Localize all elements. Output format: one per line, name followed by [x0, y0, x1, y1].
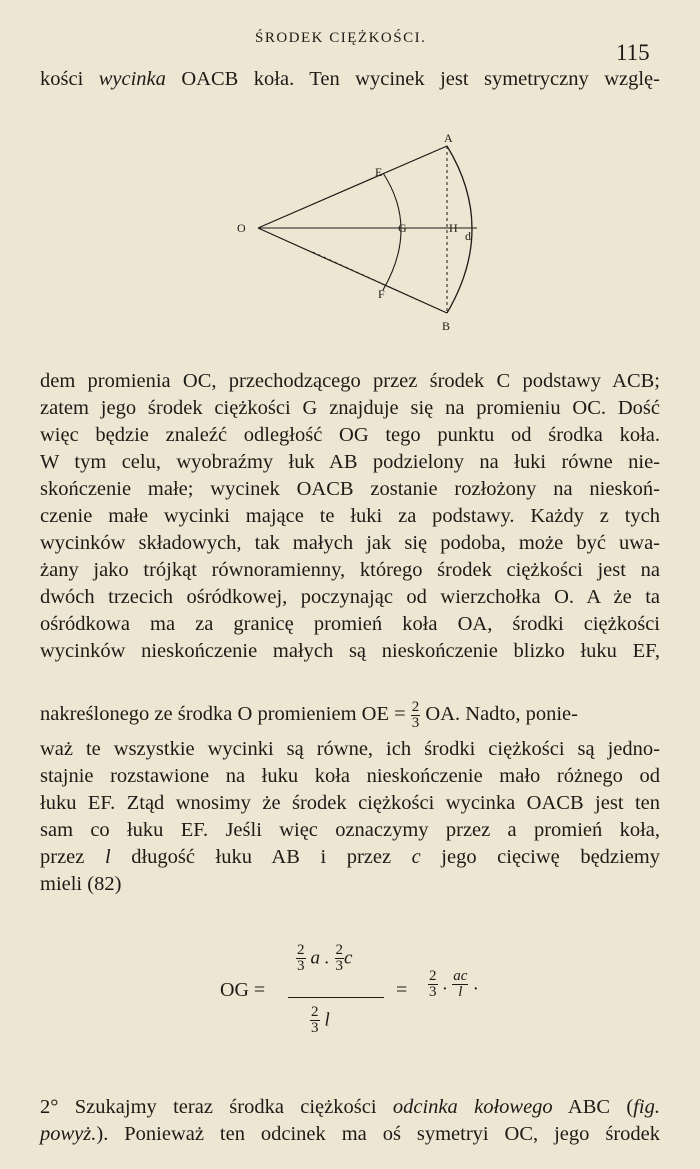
fraction-two-thirds: $\frac{2}{3}$ — [411, 699, 420, 731]
text-line-3: zatem jego środek ciężkości G znajduje się na promieniu OC. Dość — [40, 397, 660, 419]
label-E: E — [375, 165, 383, 179]
label-B: B — [442, 319, 451, 333]
text-line-7: czenie małe wycinki mające te łuki za podstawy. Każdy z tych — [40, 505, 660, 527]
radius-OB — [258, 228, 447, 313]
running-header: ŚRODEK CIĘŻKOŚCI. — [255, 30, 427, 46]
page-number: 115 — [616, 40, 650, 65]
text-line-11: ośródkowa ma za granicę promień koła OA, środki ciężkości — [40, 613, 660, 635]
text-line-17: sam co łuku EF. Jeśli więc oznaczymy przez a promień koła, — [40, 819, 660, 841]
text-line-21: powyż.). Ponieważ ten odcinek ma oś symetryi OC, jego środek — [40, 1123, 660, 1145]
text-line-15: stajnie rozstawione na łuku koła nieskończenie mało różnego od — [40, 765, 660, 787]
text-line-19: mieli (82) — [40, 873, 122, 895]
text-line-4: więc będzie znaleźć odległość OG tego punktu od środka koła. — [40, 424, 660, 446]
text-line-6: skończenie małe; wycinek OACB zostanie rozłożony na nieskoń- — [40, 478, 660, 500]
label-F: F — [378, 287, 385, 301]
label-d: d — [465, 229, 471, 243]
text-line-12: wycinków nieskończenie małych są nieskończenie blizko łuku EF, — [40, 640, 660, 662]
text-line-1: kości wycinka OACB koła. Ten wycinek jest symetryczny wzglę- — [40, 68, 660, 90]
label-A: A — [444, 131, 453, 145]
text-line-10: dwóch trzecich ośródkowej, poczynając od wierzchołka O. A że ta — [40, 586, 660, 608]
text-line-8: wycinków składowych, tak małych jak się podoba, może być uwa- — [40, 532, 660, 554]
text-line-16: łuku EF. Ztąd wnosimy że środek ciężkości wycinka OACB jest ten — [40, 792, 660, 814]
text-line-20: 2° Szukajmy teraz środka ciężkości odcinka kołowego ABC (fig. — [40, 1096, 660, 1118]
sector-figure — [225, 128, 505, 338]
centroid-formula: OG = $\frac{2}{3}$ a . $\frac{2}{3}$ c $\frac{2}{3}$ l = $\frac{2}{3}$ . $\frac{ac}{l}$ . — [220, 942, 479, 1036]
text-line-13: nakreślonego ze środka O promieniem OE = $\frac{2}{3}$ OA. Nadto, ponie- — [40, 699, 578, 731]
text-line-14: waż te wszystkie wycinki są równe, ich środki ciężkości są jedno- — [40, 738, 660, 760]
text-line-9: żany jako trójkąt równoramienny, którego środek ciężkości jest na — [40, 559, 660, 581]
label-G: G — [398, 221, 407, 235]
text-line-2: dem promienia OC, przechodzącego przez środek C podstawy ACB; — [40, 370, 660, 392]
label-H: H — [449, 221, 458, 235]
text-line-5: W tym celu, wyobraźmy łuk AB podzielony na łuki równe nie- — [40, 451, 660, 473]
label-O: O — [237, 221, 246, 235]
text-line-18: przez l długość łuku AB i przez c jego cięciwę będziemy — [40, 846, 661, 868]
